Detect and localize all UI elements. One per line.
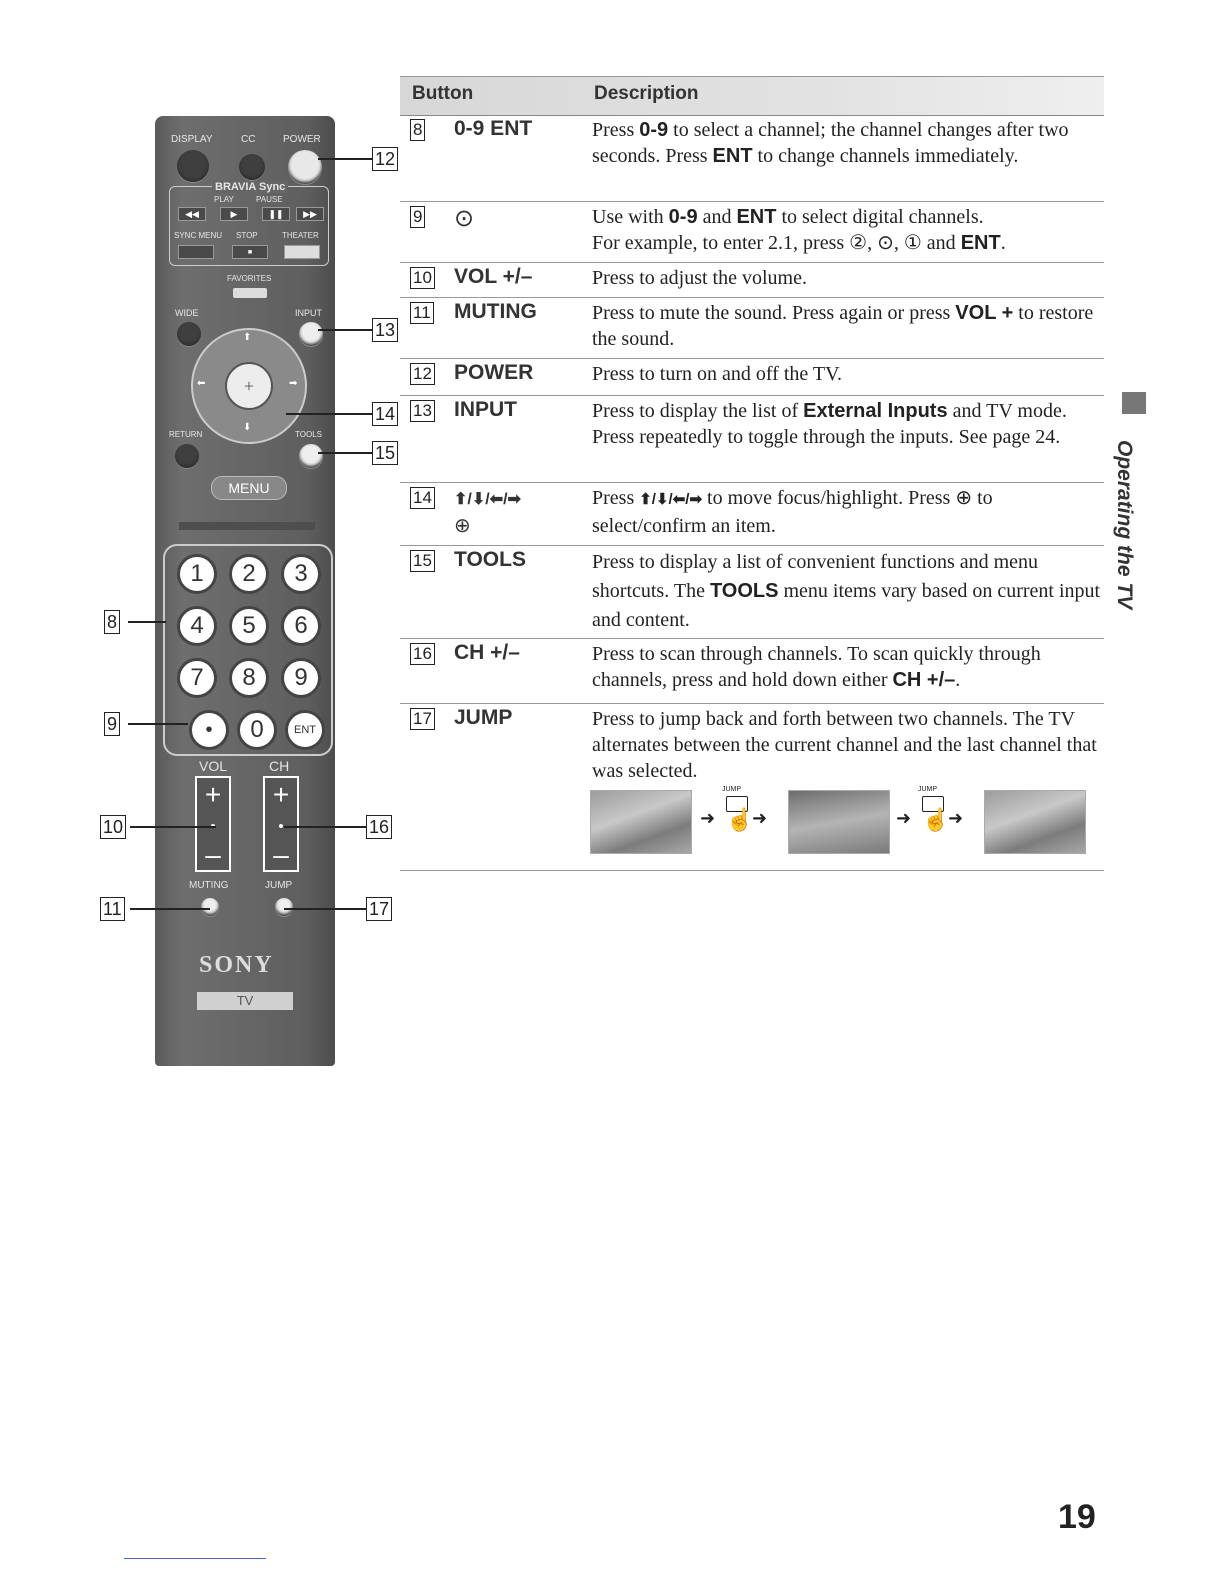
row-number: 14 xyxy=(410,487,435,509)
ent-key: ENT xyxy=(285,710,325,750)
key-8: 8 xyxy=(229,658,269,698)
callout-line xyxy=(318,158,372,160)
callout-line xyxy=(318,329,372,331)
pause-button: ❚❚ xyxy=(262,207,290,221)
callout-line xyxy=(284,908,366,910)
sync-menu-label: SYNC MENU xyxy=(174,231,223,240)
muting-label: MUTING xyxy=(189,880,229,891)
button-name: INPUT xyxy=(454,398,517,421)
callout-16: 16 xyxy=(366,815,392,839)
description: Press to jump back and forth between two channels. The TV alternates between the current channel and the last channel that was selected. xyxy=(592,708,1097,782)
arrow-right-icon: ➜ xyxy=(700,808,716,829)
number-pad xyxy=(163,544,333,756)
select-icon: ⊕ xyxy=(454,515,471,537)
bravia-sync-panel xyxy=(169,181,329,266)
button-name: VOL +/– xyxy=(454,265,533,288)
callout-17: 17 xyxy=(366,897,392,921)
table-row xyxy=(400,546,1104,639)
description: Use with 0-9 and ENT to select digital channels. For example, to enter 2.1, press ②, ⊙, ① and ENT. xyxy=(592,206,1006,254)
theater-label: THEATER xyxy=(282,231,319,240)
dot-icon: ⊙ xyxy=(454,205,475,232)
tools-button xyxy=(299,444,323,468)
row-number: 10 xyxy=(410,267,435,289)
jump-button-icon: JUMP ☝ xyxy=(722,786,754,832)
channel-thumbnail xyxy=(984,790,1086,854)
theater-button xyxy=(284,245,320,259)
row-number: 17 xyxy=(410,708,435,730)
return-button xyxy=(175,444,199,468)
description: Press to adjust the volume. xyxy=(592,267,807,289)
divider xyxy=(179,522,315,530)
display-button xyxy=(177,150,209,182)
bravia-sync-label: BRAVIA Sync xyxy=(212,181,288,193)
callout-line xyxy=(284,826,366,828)
description: Press to display a list of convenient functions and menu shortcuts. The TOOLS menu items vary based on current input and content. xyxy=(592,551,1101,631)
row-number: 16 xyxy=(410,643,435,665)
cc-button xyxy=(239,154,265,180)
table-row xyxy=(400,396,1104,483)
table-row xyxy=(400,202,1104,263)
button-name: 0-9 ENT xyxy=(454,117,533,140)
ch-rocker: + – xyxy=(263,776,299,872)
vol-label: VOL xyxy=(199,758,228,774)
table-row xyxy=(400,639,1104,704)
description: Press to turn on and off the TV. xyxy=(592,363,842,385)
callout-line xyxy=(130,826,216,828)
callout-14: 14 xyxy=(372,402,398,426)
key-2: 2 xyxy=(229,554,269,594)
description: Press ⬆/⬇/⬅/➡ to move focus/highlight. Press ⊕ to select/confirm an item. xyxy=(592,487,993,537)
callout-line xyxy=(286,413,372,415)
jump-button-icon: JUMP ☝ xyxy=(918,786,950,832)
arrow-right-icon: ➡ xyxy=(289,378,298,389)
table-row xyxy=(400,359,1104,396)
section-tab-marker xyxy=(1122,392,1146,414)
sync-menu-button xyxy=(178,245,214,259)
arrow-right-icon: ➜ xyxy=(948,808,964,829)
channel-thumbnail xyxy=(788,790,890,854)
pause-label: PAUSE xyxy=(256,195,283,204)
arrow-left-icon: ⬅ xyxy=(197,378,206,389)
dot-key: • xyxy=(189,710,229,750)
wide-label: WIDE xyxy=(175,308,199,318)
callout-8: 8 xyxy=(104,610,120,634)
tv-mode-label: TV xyxy=(197,992,293,1010)
arrow-down-icon: ⬇ xyxy=(243,422,252,433)
key-7: 7 xyxy=(177,658,217,698)
table-row xyxy=(400,115,1104,202)
callout-13: 13 xyxy=(372,318,398,342)
callout-12: 12 xyxy=(372,147,398,171)
key-3: 3 xyxy=(281,554,321,594)
forward-button: ▶▶ xyxy=(296,207,324,221)
callout-11: 11 xyxy=(100,897,125,921)
callout-line xyxy=(130,908,210,910)
header-button: Button xyxy=(412,83,474,104)
button-name: POWER xyxy=(454,361,534,384)
power-button xyxy=(288,150,322,184)
table-header xyxy=(400,76,1104,116)
callout-9: 9 xyxy=(104,712,120,736)
description: Press to mute the sound. Press again or press VOL + to restore the sound. xyxy=(592,302,1094,350)
play-label: PLAY xyxy=(214,195,234,204)
arrow-keys-icon: ⬆/⬇/⬅/➡ xyxy=(454,491,521,508)
play-button: ▶ xyxy=(220,207,248,221)
arrow-right-icon: ➜ xyxy=(896,808,912,829)
key-4: 4 xyxy=(177,606,217,646)
return-label: RETURN xyxy=(169,430,203,439)
tools-label: TOOLS xyxy=(295,430,322,439)
wide-button xyxy=(177,322,201,346)
navigation-ring xyxy=(191,328,307,444)
header-description: Description xyxy=(594,83,699,104)
key-9: 9 xyxy=(281,658,321,698)
display-label: DISPLAY xyxy=(171,134,213,145)
stop-label: STOP xyxy=(236,231,258,240)
stop-button: ■ xyxy=(232,245,268,259)
menu-button: MENU xyxy=(211,476,287,500)
select-icon: + xyxy=(225,362,273,410)
jump-label: JUMP xyxy=(265,880,293,891)
callout-10: 10 xyxy=(100,815,126,839)
button-name: JUMP xyxy=(454,706,513,729)
button-description-table xyxy=(400,76,1104,832)
jump-button xyxy=(275,898,293,916)
arrow-right-icon: ➜ xyxy=(752,808,768,829)
input-button xyxy=(299,322,323,346)
table-row xyxy=(400,298,1104,359)
sony-logo: SONY xyxy=(199,952,274,978)
row-number: 11 xyxy=(410,302,434,324)
cc-label: CC xyxy=(241,134,256,145)
page-number: 19 xyxy=(1058,1498,1096,1536)
button-name: TOOLS xyxy=(454,548,526,571)
key-0: 0 xyxy=(237,710,277,750)
ch-label: CH xyxy=(269,758,290,774)
input-label: INPUT xyxy=(295,308,322,318)
row-number: 8 xyxy=(410,119,425,141)
channel-thumbnail xyxy=(590,790,692,854)
key-6: 6 xyxy=(281,606,321,646)
row-number: 13 xyxy=(410,400,435,422)
row-number: 12 xyxy=(410,363,435,385)
remote-control-illustration xyxy=(155,116,335,1066)
favorites-button xyxy=(233,288,267,298)
rewind-button: ◀◀ xyxy=(178,207,206,221)
callout-line xyxy=(128,723,188,725)
table-row xyxy=(400,704,1104,871)
description: Press to display the list of External Inputs and TV mode. Press repeatedly to toggle through the inputs. See page 24. xyxy=(592,400,1067,448)
section-side-label: Operating the TV xyxy=(1113,440,1136,610)
key-1: 1 xyxy=(177,554,217,594)
arrow-up-icon: ⬆ xyxy=(243,332,252,343)
key-5: 5 xyxy=(229,606,269,646)
power-label: POWER xyxy=(283,134,321,145)
callout-line xyxy=(128,621,166,623)
button-name: CH +/– xyxy=(454,641,520,664)
hand-pointer-icon: ☝ xyxy=(726,807,754,832)
button-name: MUTING xyxy=(454,300,537,323)
description: Press to scan through channels. To scan quickly through channels, press and hold down either CH +/–. xyxy=(592,643,1041,691)
favorites-label: FAVORITES xyxy=(227,274,272,283)
callout-line xyxy=(318,452,372,454)
vol-rocker: + – xyxy=(195,776,231,872)
description: Press 0-9 to select a channel; the channel changes after two seconds. Press ENT to change channels immediately. xyxy=(592,119,1069,167)
hand-pointer-icon: ☝ xyxy=(922,807,950,832)
footer-line xyxy=(124,1558,266,1559)
muting-button xyxy=(201,898,219,916)
table-row xyxy=(400,263,1104,298)
callout-15: 15 xyxy=(372,441,398,465)
table-row xyxy=(400,483,1104,546)
row-number: 15 xyxy=(410,550,435,572)
row-number: 9 xyxy=(410,206,425,228)
